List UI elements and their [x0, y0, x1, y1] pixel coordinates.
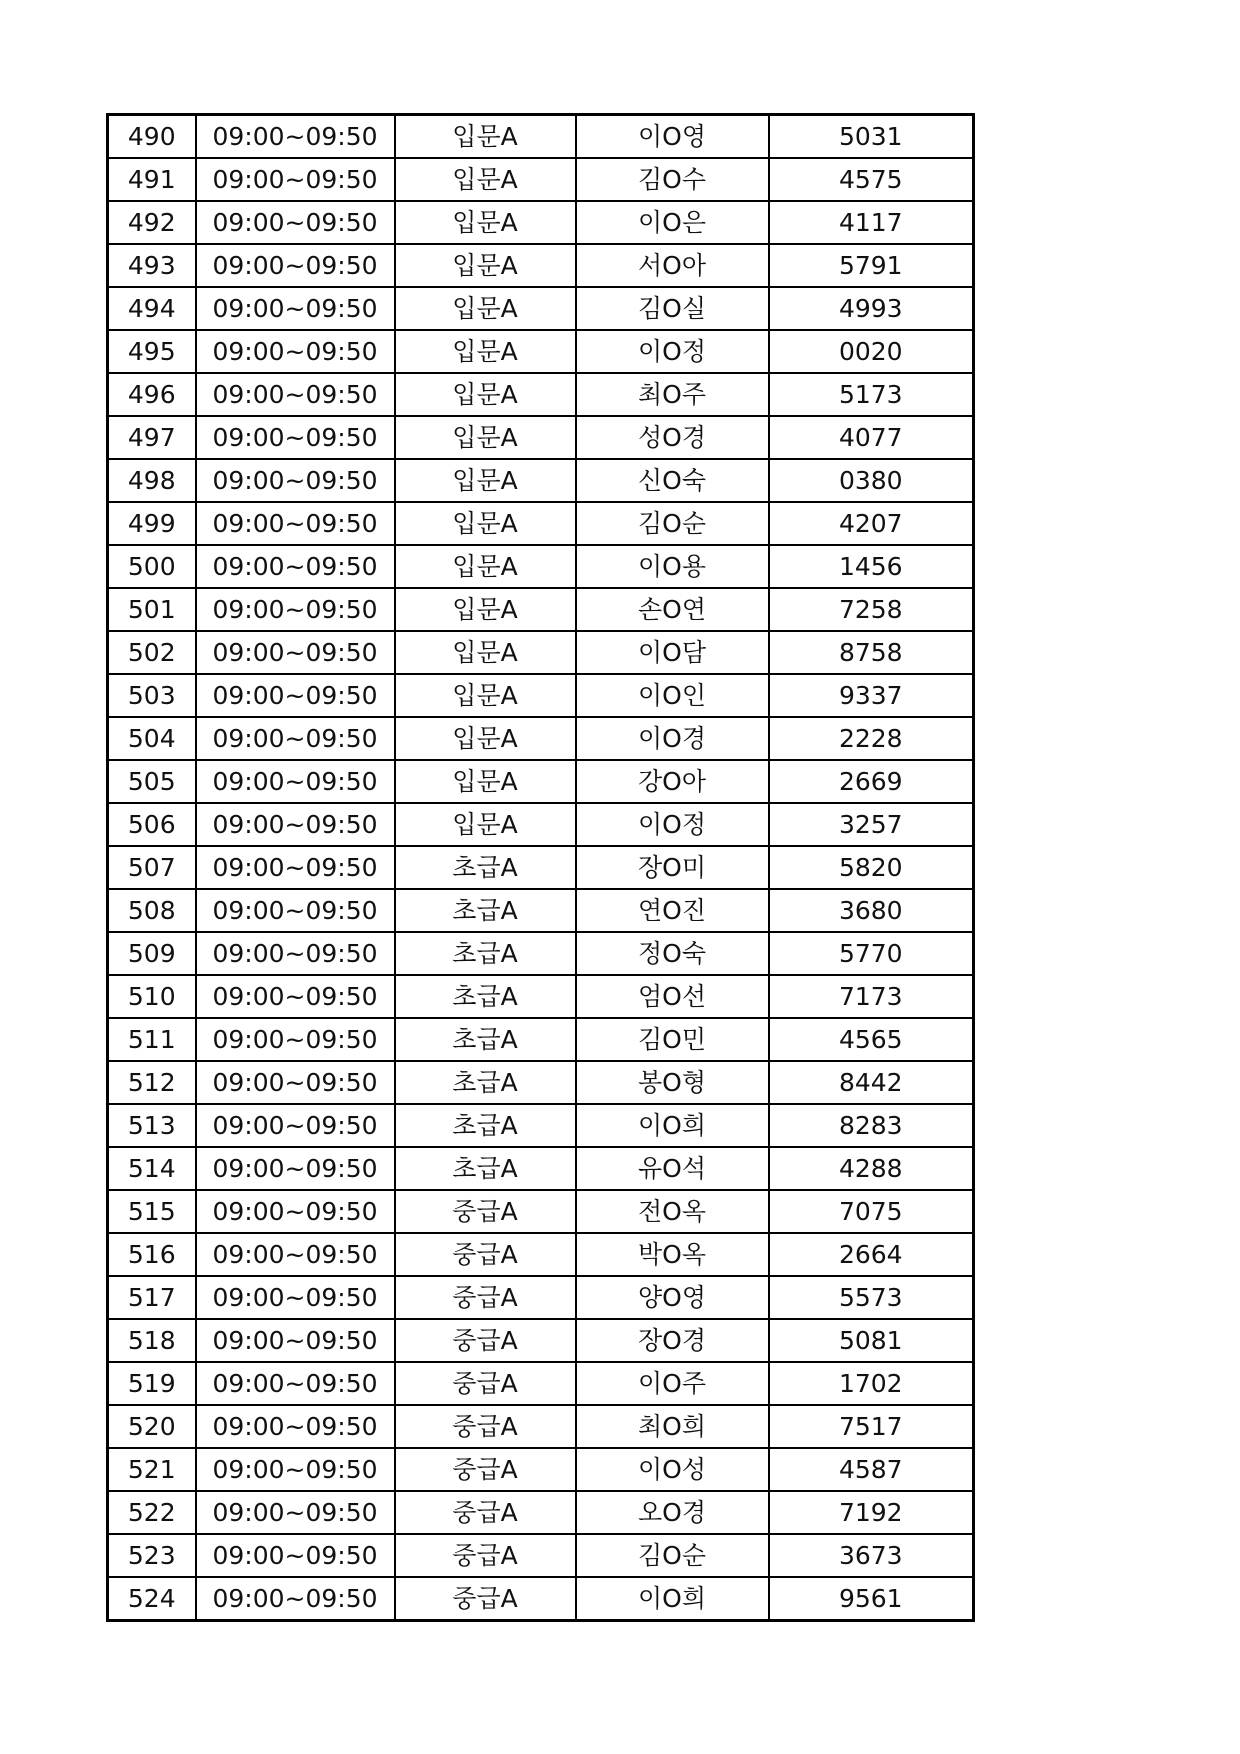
phone-digits-cell: 0020 — [769, 330, 974, 373]
phone-digits-cell: 4288 — [769, 1147, 974, 1190]
phone-digits-cell: 7517 — [769, 1405, 974, 1448]
table-row — [108, 1448, 974, 1491]
class-level-cell: 입문A — [395, 330, 576, 373]
row-number-cell: 521 — [108, 1448, 196, 1491]
table-row — [108, 502, 974, 545]
table-row — [108, 158, 974, 201]
schedule-table-body — [108, 115, 974, 1621]
participant-name-cell: 이O정 — [576, 803, 769, 846]
table-row — [108, 373, 974, 416]
class-level-cell: 중급A — [395, 1276, 576, 1319]
participant-name-cell: 최O주 — [576, 373, 769, 416]
table-row — [108, 545, 974, 588]
class-level-cell: 중급A — [395, 1577, 576, 1621]
class-level-cell: 초급A — [395, 1061, 576, 1104]
participant-name-cell: 김O순 — [576, 1534, 769, 1577]
time-slot-cell: 09:00~09:50 — [196, 1319, 395, 1362]
table-row — [108, 1319, 974, 1362]
row-number-cell: 523 — [108, 1534, 196, 1577]
class-level-cell: 중급A — [395, 1190, 576, 1233]
class-level-cell: 입문A — [395, 158, 576, 201]
participant-name-cell: 봉O형 — [576, 1061, 769, 1104]
row-number-cell: 518 — [108, 1319, 196, 1362]
class-level-cell: 입문A — [395, 674, 576, 717]
table-row — [108, 803, 974, 846]
participant-name-cell: 신O숙 — [576, 459, 769, 502]
time-slot-cell: 09:00~09:50 — [196, 330, 395, 373]
time-slot-cell: 09:00~09:50 — [196, 1018, 395, 1061]
participant-name-cell: 이O영 — [576, 115, 769, 159]
class-level-cell: 초급A — [395, 889, 576, 932]
row-number-cell: 508 — [108, 889, 196, 932]
row-number-cell: 509 — [108, 932, 196, 975]
time-slot-cell: 09:00~09:50 — [196, 1448, 395, 1491]
row-number-cell: 492 — [108, 201, 196, 244]
class-level-cell: 초급A — [395, 932, 576, 975]
time-slot-cell: 09:00~09:50 — [196, 1534, 395, 1577]
phone-digits-cell: 7192 — [769, 1491, 974, 1534]
row-number-cell: 504 — [108, 717, 196, 760]
row-number-cell: 490 — [108, 115, 196, 159]
participant-name-cell: 손O연 — [576, 588, 769, 631]
class-level-cell: 입문A — [395, 115, 576, 159]
participant-name-cell: 김O순 — [576, 502, 769, 545]
table-row — [108, 459, 974, 502]
time-slot-cell: 09:00~09:50 — [196, 244, 395, 287]
time-slot-cell: 09:00~09:50 — [196, 545, 395, 588]
time-slot-cell: 09:00~09:50 — [196, 502, 395, 545]
phone-digits-cell: 8442 — [769, 1061, 974, 1104]
class-level-cell: 입문A — [395, 416, 576, 459]
phone-digits-cell: 4207 — [769, 502, 974, 545]
class-level-cell: 중급A — [395, 1233, 576, 1276]
participant-name-cell: 최O희 — [576, 1405, 769, 1448]
row-number-cell: 510 — [108, 975, 196, 1018]
row-number-cell: 511 — [108, 1018, 196, 1061]
participant-name-cell: 이O은 — [576, 201, 769, 244]
phone-digits-cell: 4575 — [769, 158, 974, 201]
class-level-cell: 입문A — [395, 244, 576, 287]
participant-name-cell: 전O옥 — [576, 1190, 769, 1233]
class-level-cell: 입문A — [395, 287, 576, 330]
phone-digits-cell: 4993 — [769, 287, 974, 330]
row-number-cell: 507 — [108, 846, 196, 889]
phone-digits-cell: 7173 — [769, 975, 974, 1018]
table-row — [108, 932, 974, 975]
phone-digits-cell: 5031 — [769, 115, 974, 159]
class-level-cell: 초급A — [395, 975, 576, 1018]
participant-name-cell: 유O석 — [576, 1147, 769, 1190]
participant-name-cell: 서O아 — [576, 244, 769, 287]
time-slot-cell: 09:00~09:50 — [196, 803, 395, 846]
table-row — [108, 1534, 974, 1577]
table-row — [108, 846, 974, 889]
class-level-cell: 초급A — [395, 1018, 576, 1061]
table-row — [108, 416, 974, 459]
row-number-cell: 514 — [108, 1147, 196, 1190]
phone-digits-cell: 9337 — [769, 674, 974, 717]
row-number-cell: 491 — [108, 158, 196, 201]
row-number-cell: 520 — [108, 1405, 196, 1448]
time-slot-cell: 09:00~09:50 — [196, 760, 395, 803]
time-slot-cell: 09:00~09:50 — [196, 158, 395, 201]
class-level-cell: 입문A — [395, 502, 576, 545]
time-slot-cell: 09:00~09:50 — [196, 1362, 395, 1405]
class-level-cell: 중급A — [395, 1405, 576, 1448]
time-slot-cell: 09:00~09:50 — [196, 1577, 395, 1621]
participant-name-cell: 양O영 — [576, 1276, 769, 1319]
phone-digits-cell: 4587 — [769, 1448, 974, 1491]
table-row — [108, 115, 974, 159]
row-number-cell: 493 — [108, 244, 196, 287]
phone-digits-cell: 7075 — [769, 1190, 974, 1233]
class-level-cell: 중급A — [395, 1448, 576, 1491]
time-slot-cell: 09:00~09:50 — [196, 1061, 395, 1104]
table-row — [108, 1147, 974, 1190]
participant-name-cell: 이O주 — [576, 1362, 769, 1405]
time-slot-cell: 09:00~09:50 — [196, 1147, 395, 1190]
phone-digits-cell: 1456 — [769, 545, 974, 588]
table-row — [108, 244, 974, 287]
phone-digits-cell: 5173 — [769, 373, 974, 416]
row-number-cell: 503 — [108, 674, 196, 717]
table-row — [108, 1018, 974, 1061]
phone-digits-cell: 5770 — [769, 932, 974, 975]
table-row — [108, 1190, 974, 1233]
class-level-cell: 입문A — [395, 545, 576, 588]
table-row — [108, 1061, 974, 1104]
time-slot-cell: 09:00~09:50 — [196, 717, 395, 760]
class-level-cell: 입문A — [395, 373, 576, 416]
phone-digits-cell: 2664 — [769, 1233, 974, 1276]
participant-name-cell: 박O옥 — [576, 1233, 769, 1276]
table-row — [108, 717, 974, 760]
time-slot-cell: 09:00~09:50 — [196, 588, 395, 631]
time-slot-cell: 09:00~09:50 — [196, 889, 395, 932]
time-slot-cell: 09:00~09:50 — [196, 1276, 395, 1319]
table-row — [108, 975, 974, 1018]
row-number-cell: 517 — [108, 1276, 196, 1319]
table-row — [108, 1362, 974, 1405]
time-slot-cell: 09:00~09:50 — [196, 115, 395, 159]
participant-name-cell: 성O경 — [576, 416, 769, 459]
class-level-cell: 초급A — [395, 1104, 576, 1147]
class-level-cell: 입문A — [395, 631, 576, 674]
table-row — [108, 287, 974, 330]
participant-name-cell: 이O희 — [576, 1577, 769, 1621]
participant-name-cell: 장O미 — [576, 846, 769, 889]
time-slot-cell: 09:00~09:50 — [196, 932, 395, 975]
phone-digits-cell: 4117 — [769, 201, 974, 244]
participant-name-cell: 이O희 — [576, 1104, 769, 1147]
row-number-cell: 519 — [108, 1362, 196, 1405]
table-row — [108, 1104, 974, 1147]
phone-digits-cell: 9561 — [769, 1577, 974, 1621]
row-number-cell: 500 — [108, 545, 196, 588]
row-number-cell: 499 — [108, 502, 196, 545]
row-number-cell: 502 — [108, 631, 196, 674]
class-level-cell: 초급A — [395, 846, 576, 889]
table-row — [108, 1233, 974, 1276]
row-number-cell: 522 — [108, 1491, 196, 1534]
table-row — [108, 201, 974, 244]
row-number-cell: 516 — [108, 1233, 196, 1276]
phone-digits-cell: 2228 — [769, 717, 974, 760]
class-level-cell: 입문A — [395, 760, 576, 803]
row-number-cell: 524 — [108, 1577, 196, 1621]
class-level-cell: 입문A — [395, 459, 576, 502]
participant-name-cell: 이O인 — [576, 674, 769, 717]
participant-name-cell: 김O민 — [576, 1018, 769, 1061]
table-row — [108, 760, 974, 803]
time-slot-cell: 09:00~09:50 — [196, 1491, 395, 1534]
phone-digits-cell: 2669 — [769, 760, 974, 803]
phone-digits-cell: 3680 — [769, 889, 974, 932]
time-slot-cell: 09:00~09:50 — [196, 1405, 395, 1448]
class-level-cell: 중급A — [395, 1534, 576, 1577]
participant-name-cell: 연O진 — [576, 889, 769, 932]
table-row — [108, 631, 974, 674]
participant-name-cell: 강O아 — [576, 760, 769, 803]
table-row — [108, 674, 974, 717]
participant-name-cell: 오O경 — [576, 1491, 769, 1534]
phone-digits-cell: 0380 — [769, 459, 974, 502]
participant-name-cell: 이O담 — [576, 631, 769, 674]
row-number-cell: 494 — [108, 287, 196, 330]
time-slot-cell: 09:00~09:50 — [196, 674, 395, 717]
participant-name-cell: 김O실 — [576, 287, 769, 330]
class-level-cell: 입문A — [395, 588, 576, 631]
time-slot-cell: 09:00~09:50 — [196, 1190, 395, 1233]
table-row — [108, 330, 974, 373]
row-number-cell: 506 — [108, 803, 196, 846]
phone-digits-cell: 5081 — [769, 1319, 974, 1362]
participant-name-cell: 이O정 — [576, 330, 769, 373]
class-level-cell: 입문A — [395, 803, 576, 846]
phone-digits-cell: 5573 — [769, 1276, 974, 1319]
time-slot-cell: 09:00~09:50 — [196, 459, 395, 502]
class-level-cell: 입문A — [395, 717, 576, 760]
time-slot-cell: 09:00~09:50 — [196, 846, 395, 889]
row-number-cell: 496 — [108, 373, 196, 416]
phone-digits-cell: 1702 — [769, 1362, 974, 1405]
table-row — [108, 1577, 974, 1621]
table-row — [108, 1491, 974, 1534]
phone-digits-cell: 4077 — [769, 416, 974, 459]
phone-digits-cell: 7258 — [769, 588, 974, 631]
time-slot-cell: 09:00~09:50 — [196, 416, 395, 459]
table-row — [108, 889, 974, 932]
time-slot-cell: 09:00~09:50 — [196, 201, 395, 244]
participant-name-cell: 김O수 — [576, 158, 769, 201]
phone-digits-cell: 8758 — [769, 631, 974, 674]
table-row — [108, 1276, 974, 1319]
schedule-table — [106, 113, 975, 1622]
participant-name-cell: 정O숙 — [576, 932, 769, 975]
row-number-cell: 515 — [108, 1190, 196, 1233]
row-number-cell: 495 — [108, 330, 196, 373]
participant-name-cell: 이O경 — [576, 717, 769, 760]
table-row — [108, 1405, 974, 1448]
class-level-cell: 중급A — [395, 1319, 576, 1362]
time-slot-cell: 09:00~09:50 — [196, 631, 395, 674]
class-level-cell: 중급A — [395, 1491, 576, 1534]
row-number-cell: 498 — [108, 459, 196, 502]
phone-digits-cell: 5820 — [769, 846, 974, 889]
phone-digits-cell: 8283 — [769, 1104, 974, 1147]
time-slot-cell: 09:00~09:50 — [196, 1104, 395, 1147]
table-row — [108, 588, 974, 631]
time-slot-cell: 09:00~09:50 — [196, 373, 395, 416]
phone-digits-cell: 3257 — [769, 803, 974, 846]
class-level-cell: 중급A — [395, 1362, 576, 1405]
row-number-cell: 512 — [108, 1061, 196, 1104]
participant-name-cell: 엄O선 — [576, 975, 769, 1018]
time-slot-cell: 09:00~09:50 — [196, 1233, 395, 1276]
phone-digits-cell: 5791 — [769, 244, 974, 287]
row-number-cell: 513 — [108, 1104, 196, 1147]
class-level-cell: 입문A — [395, 201, 576, 244]
row-number-cell: 497 — [108, 416, 196, 459]
row-number-cell: 505 — [108, 760, 196, 803]
phone-digits-cell: 3673 — [769, 1534, 974, 1577]
participant-name-cell: 이O용 — [576, 545, 769, 588]
phone-digits-cell: 4565 — [769, 1018, 974, 1061]
time-slot-cell: 09:00~09:50 — [196, 975, 395, 1018]
participant-name-cell: 이O성 — [576, 1448, 769, 1491]
row-number-cell: 501 — [108, 588, 196, 631]
participant-name-cell: 장O경 — [576, 1319, 769, 1362]
time-slot-cell: 09:00~09:50 — [196, 287, 395, 330]
class-level-cell: 초급A — [395, 1147, 576, 1190]
